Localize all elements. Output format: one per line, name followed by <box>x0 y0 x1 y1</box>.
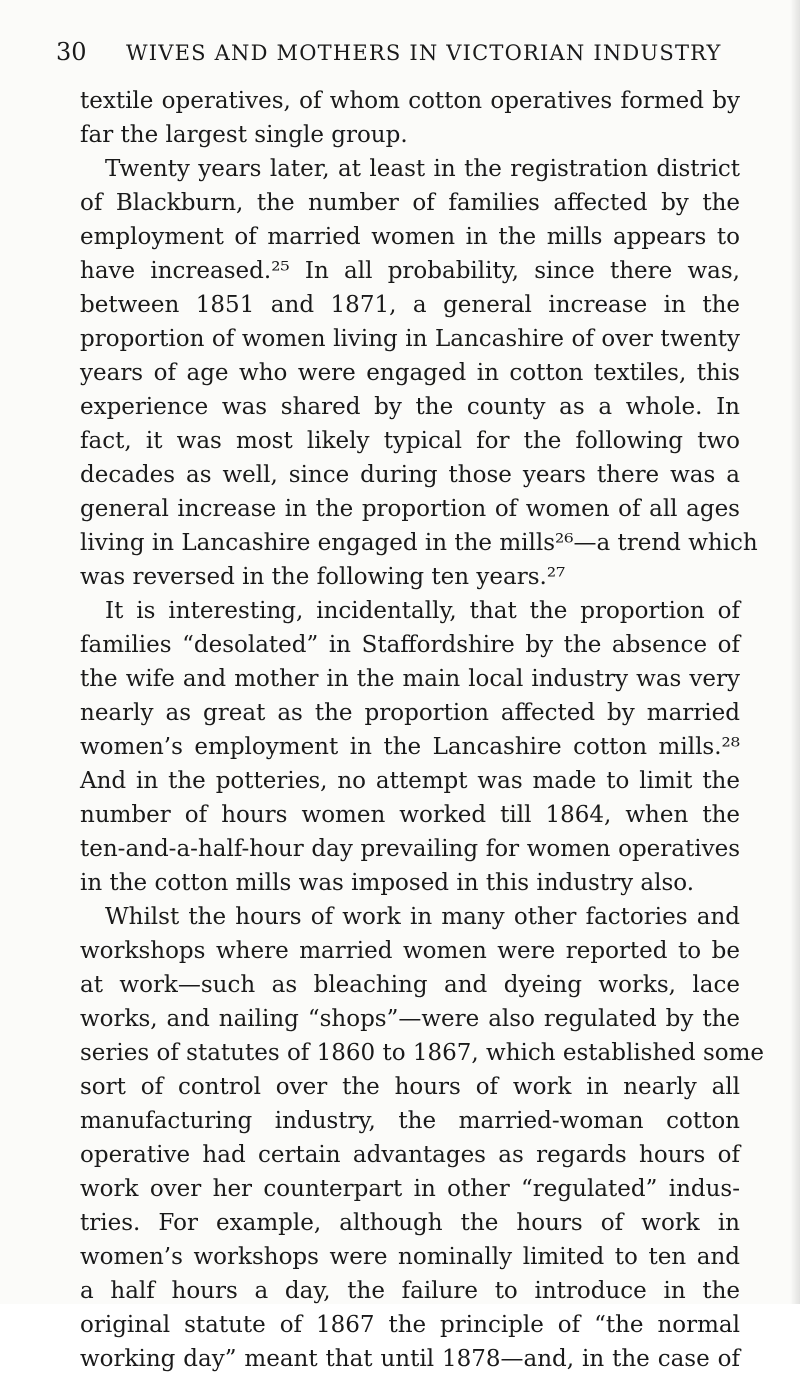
text-line: employment of married women in the mills appears to <box>80 224 740 250</box>
text-line: workshops where married women were reported to be <box>80 938 740 964</box>
text-line: manufacturing industry, the married-woman cotton <box>80 1108 740 1134</box>
text-line: the wife and mother in the main local industry was very <box>80 666 740 692</box>
text-line: nearly as great as the proportion affected by married <box>80 700 740 726</box>
text-line: women’s workshops were nominally limited to ten and <box>80 1244 740 1270</box>
text-line: ten-and-a-half-hour day prevailing for women operatives <box>80 836 740 862</box>
text-line: Twenty years later, at least in the registration district <box>105 156 740 182</box>
text-line: sort of control over the hours of work in nearly all <box>80 1074 740 1100</box>
scan-edge-shadow <box>790 0 800 1304</box>
running-title: WIVES AND MOTHERS IN VICTORIAN INDUSTRY <box>126 41 722 65</box>
text-line: have increased.²⁵ In all probability, since there was, <box>80 258 740 284</box>
text-line: a half hours a day, the failure to introduce in the <box>80 1278 740 1304</box>
text-line: works, and nailing “shops”—were also regulated by the <box>80 1006 740 1032</box>
text-line: number of hours women worked till 1864, when the <box>80 802 740 828</box>
text-line: It is interesting, incidentally, that the proportion of <box>105 598 740 624</box>
text-line: at work—such as bleaching and dyeing works, lace <box>80 972 740 998</box>
text-line: proportion of women living in Lancashire of over twenty <box>80 326 740 352</box>
text-line: living in Lancashire engaged in the mills²⁶—a trend which <box>80 530 758 556</box>
text-line: operative had certain advantages as regards hours of <box>80 1142 740 1168</box>
text-line: decades as well, since during those years there was a <box>80 462 740 488</box>
page-number: 30 <box>56 38 87 66</box>
text-line: between 1851 and 1871, a general increase in the <box>80 292 740 318</box>
running-head <box>56 38 746 68</box>
text-line: of Blackburn, the number of families affected by the <box>80 190 740 216</box>
text-line: fact, it was most likely typical for the following two <box>80 428 740 454</box>
text-line: textile operatives, of whom cotton operatives formed by <box>80 88 740 114</box>
text-line: general increase in the proportion of women of all ages <box>80 496 740 522</box>
text-line: in the cotton mills was imposed in this industry also. <box>80 870 695 896</box>
text-line: Whilst the hours of work in many other factories and <box>105 904 740 930</box>
text-line: families “desolated” in Staffordshire by the absence of <box>80 632 740 658</box>
text-line: tries. For example, although the hours of work in <box>80 1210 740 1236</box>
text-line: experience was shared by the county as a whole. In <box>80 394 740 420</box>
text-line: And in the potteries, no attempt was made to limit the <box>80 768 740 794</box>
text-line: years of age who were engaged in cotton textiles, this <box>80 360 740 386</box>
text-line: original statute of 1867 the principle of “the normal <box>80 1312 740 1338</box>
text-line: women’s employment in the Lancashire cotton mills.²⁸ <box>80 734 740 760</box>
text-line: work over her counterpart in other “regulated” indus- <box>80 1176 740 1202</box>
text-line: far the largest single group. <box>80 122 408 148</box>
text-line: was reversed in the following ten years.²⁷ <box>80 564 566 590</box>
text-line: working day” meant that until 1878—and, in the case of <box>80 1346 740 1372</box>
text-line: series of statutes of 1860 to 1867, which established some <box>80 1040 765 1066</box>
